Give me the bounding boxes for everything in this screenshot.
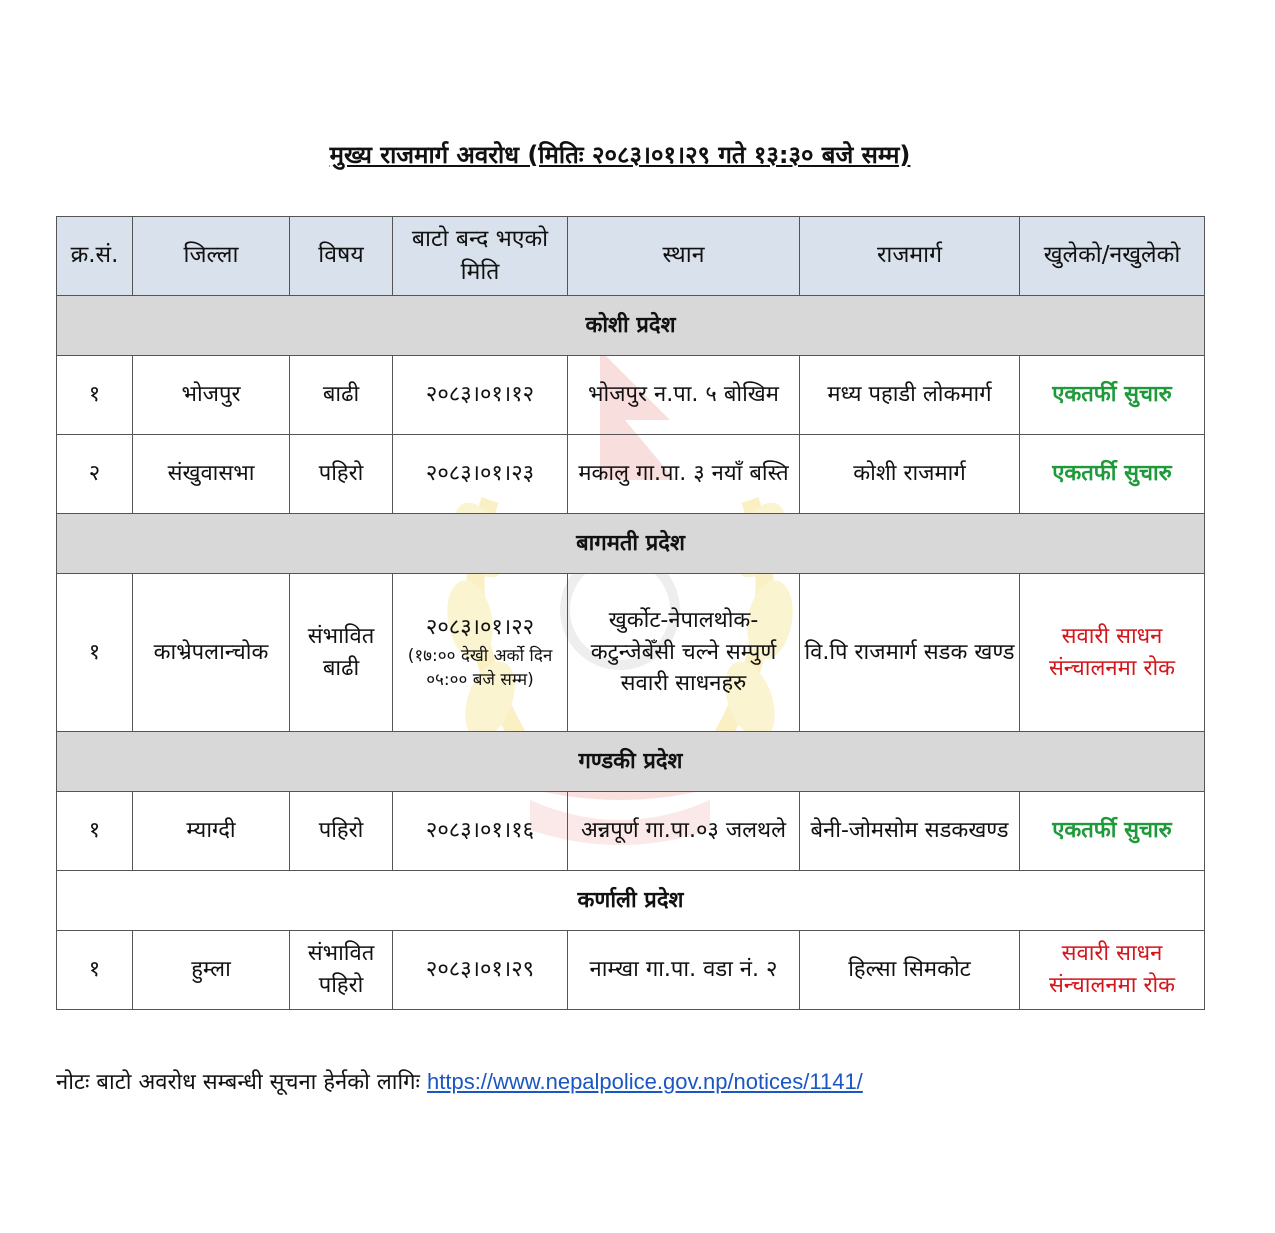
cell-status: एकतर्फी सुचारु [1020, 792, 1205, 871]
table-row [57, 435, 1205, 514]
cell-district: भोजपुर [133, 356, 290, 435]
col-header-date: बाटो बन्द भएको मिति [393, 217, 568, 296]
table-row [57, 792, 1205, 871]
province-label: कर्णाली प्रदेश [57, 871, 1205, 931]
col-header-location: स्थान [568, 217, 800, 296]
cell-sn: १ [57, 792, 133, 871]
cell-subject: संभावित बाढी [290, 574, 393, 732]
province-label: कोशी प्रदेश [57, 296, 1205, 356]
cell-highway: वि.पि राजमार्ग सडक खण्ड [800, 574, 1020, 732]
col-header-status: खुलेको/नखुलेको [1020, 217, 1205, 296]
cell-date: २०८३।०१।२९ [393, 931, 568, 1010]
cell-district: हुम्ला [133, 931, 290, 1010]
col-header-district: जिल्ला [133, 217, 290, 296]
col-header-highway: राजमार्ग [800, 217, 1020, 296]
cell-sn: २ [57, 435, 133, 514]
page-title: मुख्य राजमार्ग अवरोध (मितिः २०८३।०१।२९ गते १३:३० बजे सम्म) [329, 141, 911, 169]
date-value: २०८३।०१।२२ [425, 614, 535, 640]
cell-date: २०८३।०१।१२ [393, 356, 568, 435]
cell-highway: कोशी राजमार्ग [800, 435, 1020, 514]
col-header-sn: क्र.सं. [57, 217, 133, 296]
cell-district: काभ्रेपलान्चोक [133, 574, 290, 732]
cell-status: सवारी साधन संन्चालनमा रोक [1020, 574, 1205, 732]
cell-subject: पहिरो [290, 435, 393, 514]
date-note: (१७:०० देखी अर्को दिन ०५:०० बजे सम्म) [407, 645, 553, 691]
cell-status: सवारी साधन संन्चालनमा रोक [1020, 931, 1205, 1010]
province-label: बागमती प्रदेश [57, 514, 1205, 574]
col-header-subject: विषय [290, 217, 393, 296]
province-row-koshi [57, 296, 1205, 356]
cell-highway: मध्य पहाडी लोकमार्ग [800, 356, 1020, 435]
province-row-gandaki [57, 732, 1205, 792]
cell-subject: संभावित पहिरो [290, 931, 393, 1010]
cell-location: खुर्कोट-नेपालथोक-कटुन्जेबेँसी चल्ने सम्पुर्ण सवारी साधनहरु [568, 574, 800, 732]
table-row [57, 574, 1205, 732]
table-row [57, 931, 1205, 1010]
cell-date: २०८३।०१।२३ [393, 435, 568, 514]
cell-sn: १ [57, 356, 133, 435]
cell-subject: बाढी [290, 356, 393, 435]
header-row [57, 217, 1205, 296]
notice-link[interactable]: https://www.nepalpolice.gov.np/notices/1141/ [427, 1069, 863, 1094]
cell-location: मकालु गा.पा. ३ नयाँ बस्ति [568, 435, 800, 514]
cell-location: नाम्खा गा.पा. वडा नं. २ [568, 931, 800, 1010]
cell-location: अन्नपूर्ण गा.पा.०३ जलथले [568, 792, 800, 871]
footnote [56, 1066, 863, 1096]
cell-status: एकतर्फी सुचारु [1020, 356, 1205, 435]
cell-date: २०८३।०१।१६ [393, 792, 568, 871]
cell-sn: १ [57, 574, 133, 732]
cell-location: भोजपुर न.पा. ५ बोखिम [568, 356, 800, 435]
footnote-label: नोटः बाटो अवरोध सम्बन्धी सूचना हेर्नको लागिः [56, 1070, 420, 1095]
province-row-karnali [57, 871, 1205, 931]
cell-highway: हिल्सा सिमकोट [800, 931, 1020, 1010]
province-label: गण्डकी प्रदेश [57, 732, 1205, 792]
table-row [57, 356, 1205, 435]
highway-obstruction-table [56, 216, 1205, 1010]
cell-status: एकतर्फी सुचारु [1020, 435, 1205, 514]
cell-district: म्याग्दी [133, 792, 290, 871]
cell-subject: पहिरो [290, 792, 393, 871]
cell-date [393, 574, 568, 732]
cell-highway: बेनी-जोमसोम सडकखण्ड [800, 792, 1020, 871]
cell-sn: १ [57, 931, 133, 1010]
province-row-bagmati [57, 514, 1205, 574]
cell-district: संखुवासभा [133, 435, 290, 514]
